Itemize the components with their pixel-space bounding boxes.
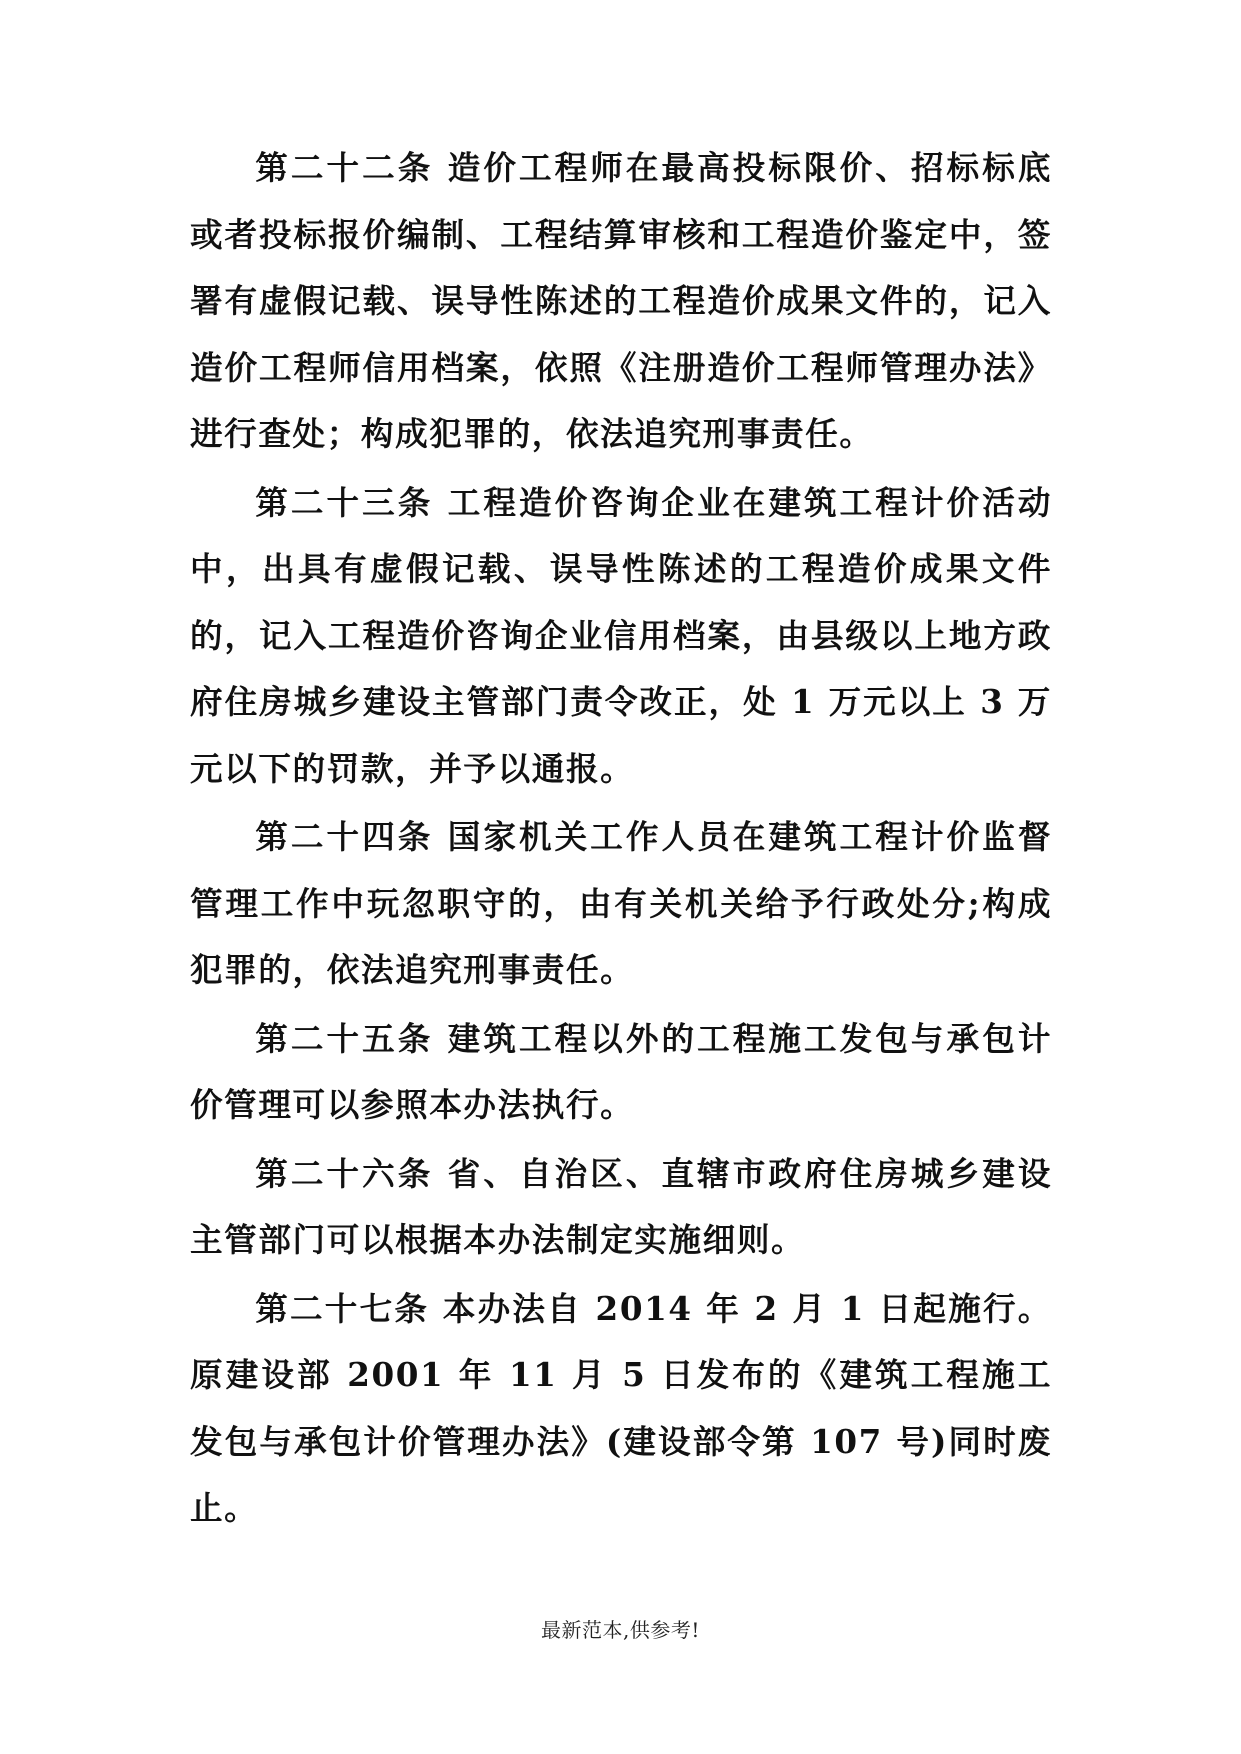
article-text: 建筑工程以外的工程施工发包与承包计价管理可以参照本办法执行。 — [190, 1018, 1052, 1124]
article-label: 第二十七条 — [255, 1288, 430, 1328]
article-text: 省、自治区、直辖市政府住房城乡建设主管部门可以根据本办法制定实施细则。 — [190, 1153, 1052, 1259]
article-27 — [190, 1276, 1052, 1542]
article-label: 第二十六条 — [255, 1153, 434, 1193]
article-text: 工程造价咨询企业在建筑工程计价活动中，出具有虚假记载、误导性陈述的工程造价成果文件的，记入工程造价咨询企业信用档案，由县级以上地方政府住房城乡建设主管部门责令改正，处 1 万元以上 3 万元以下的罚款，并予以通报。 — [190, 482, 1052, 788]
article-24 — [190, 804, 1052, 1004]
page-footer: 最新范本,供参考! — [541, 1618, 700, 1642]
article-25 — [190, 1006, 1052, 1139]
article-label: 第二十四条 — [255, 817, 434, 856]
article-26 — [190, 1141, 1052, 1274]
article-label: 第二十三条 — [255, 482, 434, 522]
article-text: 国家机关工作人员在建筑工程计价监督管理工作中玩忽职守的，由有关机关给予行政处分;构成犯罪的，依法追究刑事责任。 — [190, 817, 1052, 989]
document-body — [190, 135, 1052, 1544]
article-label: 第二十五条 — [255, 1018, 434, 1058]
article-text: 本办法自 2014 年 2 月 1 日起施行。原建设部 2001 年 11 月 5 日发布的《建筑工程施工发包与承包计价管理办法》(建设部令第 107 号)同时废止。 — [190, 1288, 1052, 1527]
article-text: 造价工程师在最高投标限价、招标标底或者投标报价编制、工程结算审核和工程造价鉴定中，签署有虚假记载、误导性陈述的工程造价成果文件的，记入造价工程师信用档案，依照《注册造价工程师管理办法》进行查处；构成犯罪的，依法追究刑事责任。 — [190, 148, 1052, 453]
article-label: 第二十二条 — [255, 148, 434, 187]
article-22 — [190, 135, 1052, 468]
article-23 — [190, 470, 1052, 803]
